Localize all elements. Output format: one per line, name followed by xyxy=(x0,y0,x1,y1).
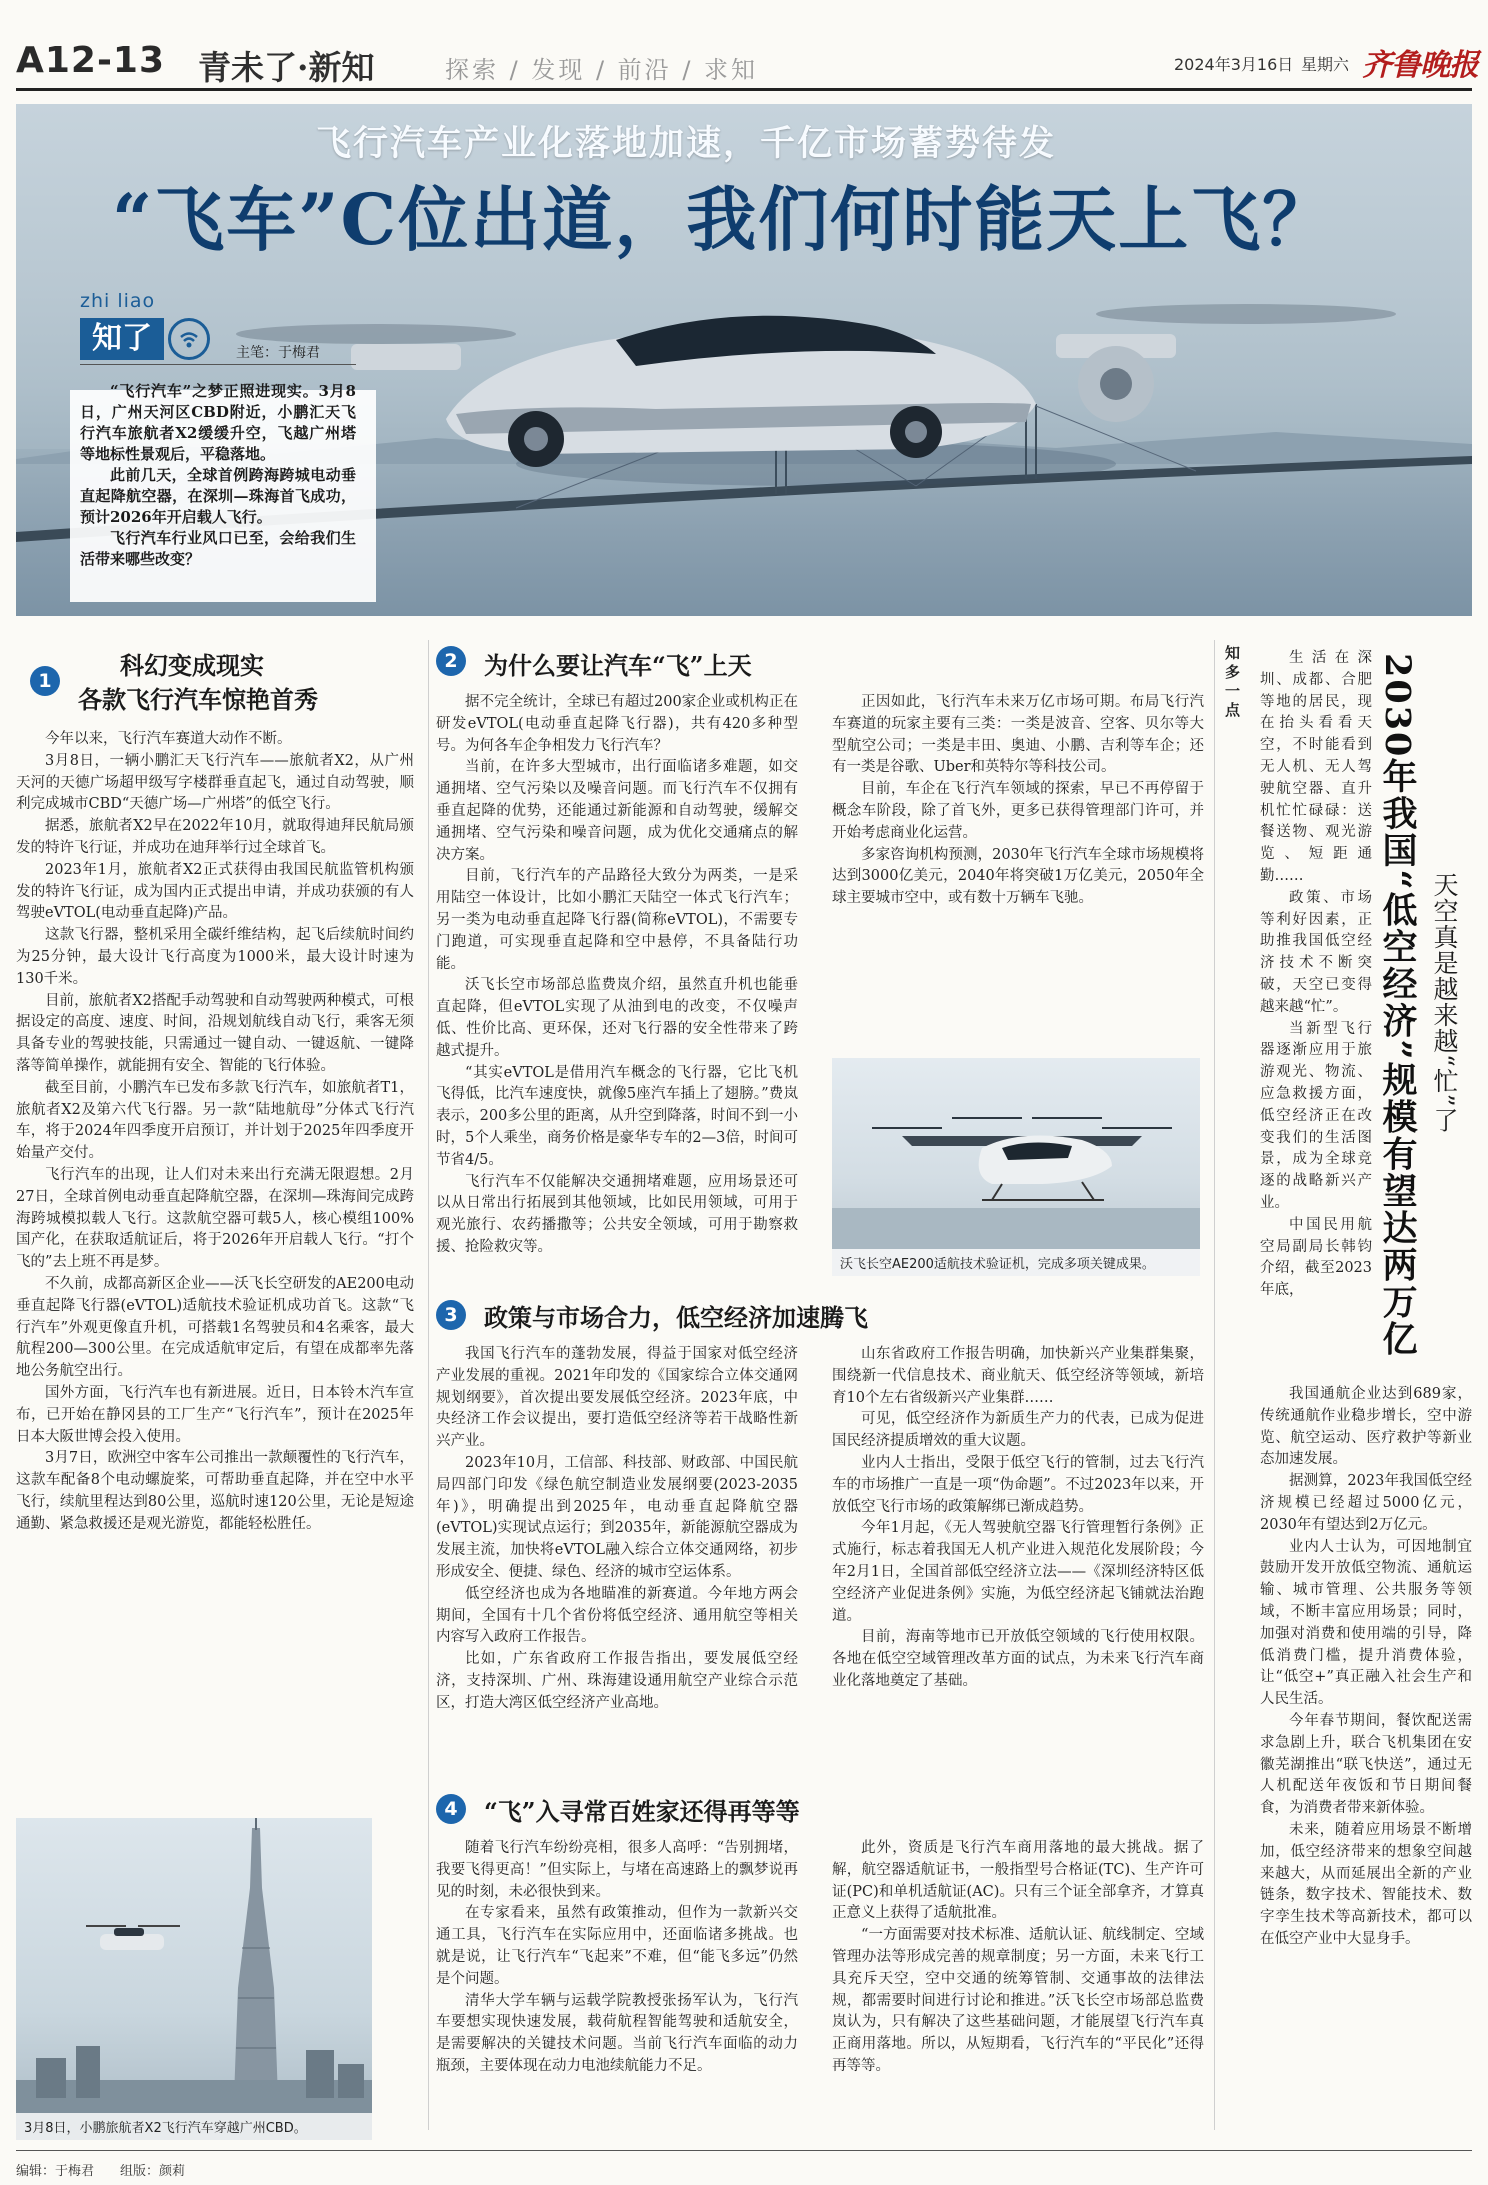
section-4-column-b xyxy=(832,1838,1204,2140)
section-2-number: 2 xyxy=(436,646,466,676)
section-name: 青未了·新知 xyxy=(198,48,375,87)
paragraph: 飞行汽车不仅能解决交通拥堵难题，应用场景还可以从日常出行拓展到其他领域，比如民用领域，可用于观光旅行、农药播撒等；公共安全领域，可用于勘察救援、抢险救灾等。 xyxy=(436,1173,798,1255)
paragraph: 多家咨询机构预测，2030年飞行汽车全球市场规模将达到3000亿美元，2040年将突破1万亿美元，2050年全球主要城市空中，或有数十万辆车飞驰。 xyxy=(832,846,1204,907)
paragraph: 低空经济也成为各地瞄准的新赛道。今年地方两会期间，全国有十几个省份将低空经济、通用航空等相关内容写入政府工作报告。 xyxy=(436,1585,798,1646)
section-2-column-b xyxy=(832,692,1204,1042)
paragraph: 中国民用航空局副局长韩钧介绍，截至2023年底， xyxy=(1260,1216,1372,1299)
section-3-number: 3 xyxy=(436,1300,466,1330)
paragraph: “一方面需要对技术标准、适航认证、航线制定、空域管理办法等形成完善的规章制度；另一方面，未来飞行工具充斥天空，空中交通的统筹管制、交通事故的法律法规，都需要时间进行讨论和推进。”沃飞长空市场部总监费岚认为，只有解决了这些基础问题，才能展望飞行汽车真正商用落地。所以，从短期看，飞行汽车的“平民化”还得再等等。 xyxy=(832,1927,1204,2074)
section-4-title: “飞”入寻常百姓家还得再等等 xyxy=(484,1797,800,1826)
paragraph: 我国飞行汽车的蓬勃发展，得益于国家对低空经济产业发展的重视。2021年印发的《国家综合立体交通网规划纲要》，首次提出要发展低空经济。2023年底，中央经济工作会议提出，要打造低空经济等若干战略性新兴产业。 xyxy=(436,1346,798,1450)
section-tags: 探索 / 发现 / 前沿 / 求知 xyxy=(445,56,759,84)
paragraph: 我国通航企业达到689家，传统通航作业稳步增长，空中游览、航空运动、医疗救护等新业态加速发展。 xyxy=(1260,1386,1472,1468)
paragraph: 当前，在许多大型城市，出行面临诸多难题，如交通拥堵、空气污染以及噪音问题。而飞行汽车不仅拥有垂直起降的优势，还能通过新能源和自动驾驶，缓解交通拥堵、空气污染和噪音问题，成为优化交通痛点的解决方案。 xyxy=(436,759,798,863)
issue-weekday: 星期六 xyxy=(1301,55,1350,74)
section-4-number: 4 xyxy=(436,1794,466,1824)
section-1-body xyxy=(16,729,414,1773)
sidebar-bracket: 知多一点 xyxy=(1223,645,1241,721)
section-1-photo-caption: 3月8日，小鹏旅航者X2飞行汽车穿越广州CBD。 xyxy=(16,2113,372,2140)
paragraph: 清华大学车辆与运载学院教授张扬军认为，飞行汽车要想实现快速发展，载荷航程智能驾驶和适航安全，是需要解决的关键技术问题。当前飞行汽车面临的动力瓶颈，主要体现在动力电池续航能力不足。 xyxy=(436,1992,798,2074)
section-2-column-a xyxy=(436,692,798,1270)
paragraph: 不久前，成都高新区企业——沃飞长空研发的AE200电动垂直起降飞行器(eVTOL)适航技术验证机成功首飞。这款“飞行汽车”外观更像直升机，可搭载1名驾驶员和4名乘客，最大航程200—300公里。在完成适航审定后，有望在成都率先落地公务航空出行。 xyxy=(16,1275,414,1380)
paragraph: 目前，旅航者X2搭配手动驾驶和自动驾驶两种模式，可根据设定的高度、速度、时间，沿规划航线自动飞行，乘客无须具备专业的驾驶技能，只需通过一键自动、一键返航、一键降落等简单操作，就能拥有安全、智能的飞行体验。 xyxy=(16,992,414,1074)
flying-car-small xyxy=(86,1926,180,1950)
section-4-column-a xyxy=(436,1838,798,2140)
paragraph: 2023年10月，工信部、科技部、财政部、中国民航局四部门印发《绿色航空制造业发展纲要(2023-2035年)》，明确提出到2025年，电动垂直起降航空器(eVTOL)实现试点运行；到2035年，新能源航空器成为发展主流，加快将eVTOL融入综合立体交通网络，初步形成安全、便捷、绿色、经济的城市空运体系。 xyxy=(436,1454,798,1580)
section-1-title-line-1: 科幻变成现实 xyxy=(120,651,264,680)
paragraph: 可见，低空经济作为新质生产力的代表，已成为促进国民经济提质增效的重大议题。 xyxy=(832,1411,1204,1450)
paragraph: 今年春节期间，餐饮配送需求急剧上升，联合飞机集团在安徽芜湖推出“联飞快送”，通过无人机配送年夜饭和节日期间餐食，为消费者带来新体验。 xyxy=(1260,1712,1472,1817)
paragraph: 政策、市场等利好因素，正助推我国低空经济技术不断突破，天空已变得越来越“忙”。 xyxy=(1260,889,1372,1015)
section-1-title-line-2: 各款飞行汽车惊艳首秀 xyxy=(78,685,318,714)
section-1-number: 1 xyxy=(30,666,60,696)
paragraph: 据悉，旅航者X2早在2022年10月，就取得迪拜民航局颁发的特许飞行证，并成功在迪拜举行过全球首飞。 xyxy=(16,818,414,856)
paragraph: 国外方面，飞行汽车也有新进展。近日，日本铃木汽车宣布，已开始在静冈县的工厂生产“飞行汽车”，预计在2025年日本大阪世博会投入使用。 xyxy=(16,1384,414,1445)
section-3-column-b xyxy=(832,1344,1204,1772)
section-2-title: 为什么要让汽车“飞”上天 xyxy=(484,651,752,680)
footer-rule xyxy=(16,2150,1472,2151)
section-3-title: 政策与市场合力，低空经济加速腾飞 xyxy=(484,1303,868,1332)
section-2-photo-caption: 沃飞长空AE200适航技术验证机，完成多项关键成果。 xyxy=(832,1249,1200,1276)
lead-text xyxy=(80,381,356,570)
sidebar-bottom-text xyxy=(1260,1384,1472,2140)
paragraph: 今年1月起，《无人驾驶航空器飞行管理暂行条例》正式施行，标志着我国无人机产业进入规范化发展阶段；今年2月1日，全国首部低空经济立法——《深圳经济特区低空经济产业促进条例》实施，为低空经济起飞铺就法治跑道。 xyxy=(832,1520,1204,1624)
paragraph: 据测算，2023年我国低空经济规模已经超过5000亿元，2030年有望达到2万亿元。 xyxy=(1260,1473,1472,1533)
paragraph: 业内人士认为，可因地制宜鼓励开发开放低空物流、通航运输、城市管理、公共服务等领域，不断丰富应用场景；同时，加强对消费和使用端的引导，降低消费门槛，提升消费体验，让“低空+”真正融入社会生产和人民生活。 xyxy=(1260,1538,1472,1708)
evtol-illustration xyxy=(832,1058,1200,1276)
paragraph: 3月7日，欧洲空中客车公司推出一款颠覆性的飞行汽车，这款车配备8个电动螺旋桨，可帮助垂直起降，并在空中水平飞行，续航里程达到80公里，巡航时速120公里，无论是短途通勤、紧急救援还是观光游览，都能轻松胜任。 xyxy=(16,1450,414,1532)
page-number: A12-13 xyxy=(16,40,165,81)
sidebar-subhead: 天空真是越来越“忙”了 xyxy=(1430,872,1459,1134)
paragraph: 目前，车企在飞行汽车领域的探索，早已不再停留于概念车阶段，除了首飞外，更多已获得管理部门许可，并开始考虑商业化运营。 xyxy=(832,781,1204,841)
paragraph: 在专家看来，虽然有政策推动，但作为一款新兴交通工具，飞行汽车在实际应用中，还面临诸多挑战。也就是说，让飞行汽车“飞起来”不难，但“能飞多远”仍然是个问题。 xyxy=(436,1905,798,1987)
paragraph: 正因如此，飞行汽车未来万亿市场可期。布局飞行汽车赛道的玩家主要有三类：一类是波音、空客、贝尔等大型航空公司；一类是丰田、奥迪、小鹏、吉利等车企；还有一类是谷歌、Uber和英特尔等科技公司。 xyxy=(832,694,1204,776)
issue-date: 2024年3月16日 xyxy=(1174,55,1294,74)
paragraph: 业内人士指出，受限于低空飞行的管制，过去飞行汽车的市场推广一直是一项“伪命题”。不过2023年以来，开放低空飞行市场的政策解绑已渐成趋势。 xyxy=(832,1454,1204,1515)
hero-subheadline: 飞行汽车产业化落地加速，千亿市场蓄势待发 xyxy=(316,123,1057,164)
paragraph: 沃飞长空市场部总监费岚介绍，虽然直升机也能垂直起降，但eVTOL实现了从油到电的改变，不仅噪声低、性价比高、更环保，还对飞行器的安全性带来了跨越式提升。 xyxy=(436,977,798,1059)
paragraph: 这款飞行器，整机采用全碳纤维结构，起飞后续航时间约为25分钟，最大设计飞行高度为1000米，最大设计时速为130千米。 xyxy=(16,927,414,987)
column-divider xyxy=(428,640,429,2130)
zhiliao-logo-icon xyxy=(168,318,210,360)
guangzhou-tower-illustration xyxy=(16,1818,372,2140)
sidebar-headline: 2030年我国“低空经济”规模有望达两万亿 xyxy=(1377,653,1418,1358)
lead-editor: 主笔：于梅君 xyxy=(236,345,320,361)
lead-paragraph: 此前几天，全球首例跨海跨城电动垂直起降航空器，在深圳—珠海首飞成功，预计2026年开启载人飞行。 xyxy=(80,466,356,526)
paragraph: 3月8日，一辆小鹏汇天飞行汽车——旅航者X2，从广州天河的天德广场超甲级写字楼群垂直起飞，通过自动驾驶，顺利完成城市CBD“天德广场—广州塔”的低空飞行。 xyxy=(16,752,414,813)
section-2-photo xyxy=(832,1058,1200,1276)
masthead-rule xyxy=(16,88,1472,91)
paragraph: 2023年1月，旅航者X2正式获得由我国民航监管机构颁发的特许飞行证，成为国内正式提出申请，并成功获颁的有人驾驶eVTOL(电动垂直起降)产品。 xyxy=(16,861,414,922)
zhiliao-pinyin: zhi liao xyxy=(80,290,156,312)
paragraph: 比如，广东省政府工作报告指出，要发展低空经济，支持深圳、广州、珠海建设通用航空产业综合示范区，打造大湾区低空经济产业高地。 xyxy=(436,1651,798,1711)
sidebar-top-text xyxy=(1260,648,1372,1376)
paragraph: 此外，资质是飞行汽车商用落地的最大挑战。据了解，航空器适航证书，一般指型号合格证(TC)、生产许可证(PC)和单机适航证(AC)。只有三个证全部拿齐，才算真正意义上获得了适航批准。 xyxy=(832,1840,1204,1922)
paragraph: 今年以来，飞行汽车赛道大动作不断。 xyxy=(45,731,292,747)
footer-editor: 编辑：于梅君 xyxy=(16,2164,95,2179)
paragraph: 目前，飞行汽车的产品路径大致分为两类，一是采用陆空一体设计，比如小鹏汇天陆空一体式飞行汽车；另一类为电动垂直起降飞行器(简称eVTOL)，不需要专门跑道，可实现垂直起降和空中悬停，不具备陆行功能。 xyxy=(436,868,798,972)
lead-paragraph: “飞行汽车”之梦正照进现实。3月8日，广州天河区CBD附近，小鹏汇天飞行汽车旅航者X2缓缓升空，飞越广州塔等地标性景观后，平稳落地。 xyxy=(80,382,356,463)
paragraph: “其实eVTOL是借用汽车概念的飞行器，它比飞机飞得低，比汽车速度快，就像5座汽车插上了翅膀。”费岚表示，200多公里的距离，从升空到降落，时间不到一小时，5个人乘坐，商务价格是豪华专车的2—3倍，时间可节省4/5。 xyxy=(436,1064,798,1168)
paragraph: 当新型飞行器逐渐应用于旅游观光、物流、应急救援方面，低空经济正在改变我们的生活图景，成为全球竞逐的战略新兴产业。 xyxy=(1260,1020,1372,1211)
hero-headline: “飞车”C位出道，我们何时能天上飞？ xyxy=(112,178,1335,261)
wifi-signal-icon xyxy=(171,321,207,357)
lead-paragraph: 飞行汽车行业风口已至，会给我们生活带来哪些改变？ xyxy=(80,529,356,568)
paragraph: 未来，随着应用场景不断增加，低空经济带来的想象空间越来越大，从而延展出全新的产业链条，数字技术、智能技术、数字孪生技术等高新技术，都可以在低空产业中大显身手。 xyxy=(1260,1821,1472,1947)
paragraph: 山东省政府工作报告明确，加快新兴产业集群集聚，围绕新一代信息技术、商业航天、低空经济等领域，新培育10个左右省级新兴产业集群…… xyxy=(832,1346,1204,1406)
zhiliao-label: 知了 xyxy=(80,318,164,360)
section-1-photo xyxy=(16,1818,372,2140)
paragraph: 据不完全统计，全球已有超过200家企业或机构正在研发eVTOL(电动垂直起降飞行器)，共有420多种型号。为何各车企争相发力飞行汽车？ xyxy=(436,694,798,754)
footer-layout-editor: 组版：颜莉 xyxy=(120,2164,186,2179)
paragraph: 目前，海南等地市已开放低空领域的飞行使用权限。各地在低空空域管理改革方面的试点，为未来飞行汽车商业化落地奠定了基础。 xyxy=(832,1629,1204,1689)
sidebar-divider xyxy=(1214,640,1215,2130)
paragraph: 飞行汽车的出现，让人们对未来出行充满无限遐想。2月27日，全球首例电动垂直起降航空器，在深圳—珠海间完成跨海跨城模拟载人飞行。这款航空器可载5人，核心模组100%国产化，在获取适航证后，将于2026年开启载人飞行。“打个飞的”去上班不再是梦。 xyxy=(16,1166,414,1271)
paragraph: 生活在深圳、成都、合肥等地的居民，现在抬头看看天空，不时能看到无人机、无人驾驶航空器、直升机忙忙碌碌：送餐送物、观光游览、短距通勤…… xyxy=(1260,650,1372,884)
section-3-column-a xyxy=(436,1344,798,1772)
paragraph: 截至目前，小鹏汽车已发布多款飞行汽车，如旅航者T1，旅航者X2及第六代飞行器。另一款“陆地航母”分体式飞行汽车，将于2024年四季度开启预订，并计划于2025年四季度开始量产交付。 xyxy=(16,1079,414,1162)
lead-rule xyxy=(80,364,356,365)
paragraph: 随着飞行汽车纷纷亮相，很多人高呼：“告别拥堵，我要飞得更高！”但实际上，与堵在高速路上的飘梦说再见的时刻，未必很快到来。 xyxy=(436,1840,798,1900)
newspaper-logo: 齐鲁晚报 xyxy=(1362,48,1478,83)
